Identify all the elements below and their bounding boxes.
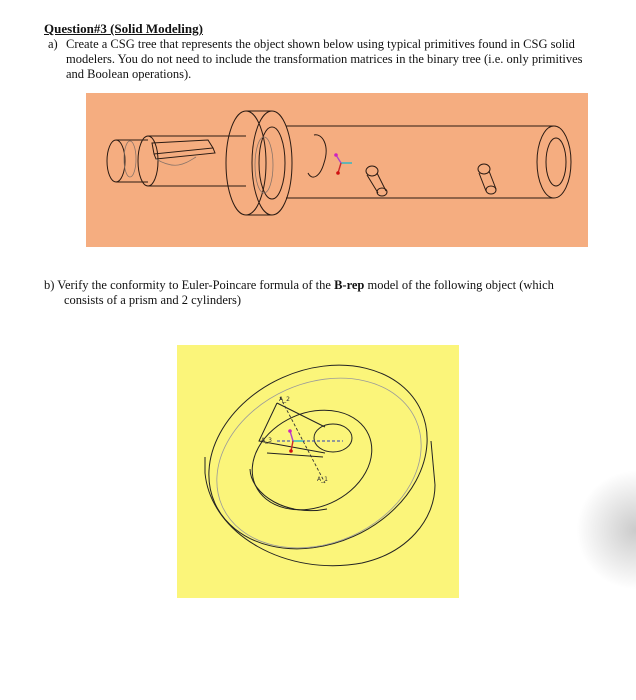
part-a-text: Create a CSG tree that represents the object shown below using typical primitives found in CSG solid modelers. You do not need to include the transformation matrices in the binary tree (i.e. only primitives and Boolean operations). — [66, 37, 583, 81]
axis-label-a3: A_3 — [261, 437, 272, 444]
question-heading: Question#3 (Solid Modeling) — [44, 21, 203, 36]
part-b-line1-suffix: model of the following object (which — [364, 278, 554, 292]
part-a-label: a) — [48, 37, 58, 51]
part-b-line2: consists of a prism and 2 cylinders) — [64, 293, 242, 307]
part-b-paragraph — [44, 278, 574, 308]
part-b-line1-prefix: b) Verify the conformity to Euler-Poincare formula of the — [44, 278, 335, 292]
disc-figure — [177, 345, 459, 598]
shaft-figure — [86, 93, 588, 247]
shaft-drawing — [86, 93, 588, 247]
disc-drawing — [177, 345, 459, 598]
axis-label-a2: A_2 — [279, 396, 290, 403]
part-b-bold-term: B-rep — [334, 278, 365, 292]
axis-label-a1: A_1 — [317, 476, 328, 483]
part-a-paragraph — [48, 37, 586, 82]
page-edge-shadow — [576, 470, 636, 590]
